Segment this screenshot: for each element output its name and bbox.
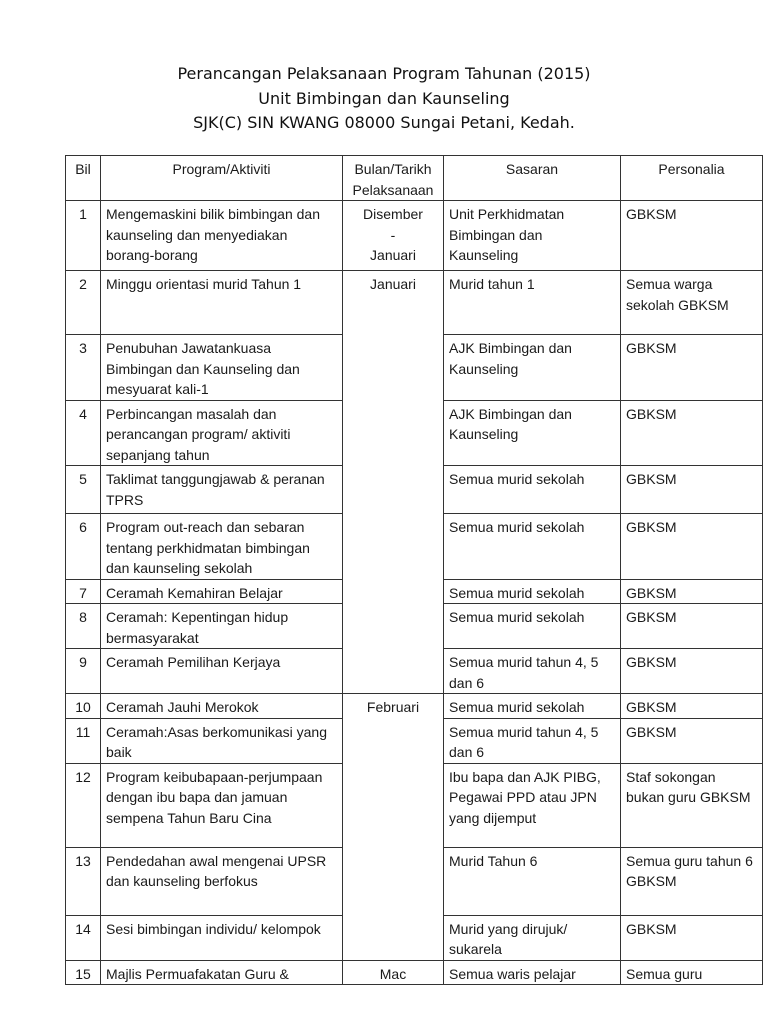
title-line-2: Unit Bimbingan dan Kaunseling	[258, 88, 510, 108]
row-bil: 14	[66, 915, 101, 960]
row-program: Minggu orientasi murid Tahun 1	[101, 271, 343, 335]
header-program: Program/Aktiviti	[101, 156, 343, 201]
row-bil: 5	[66, 466, 101, 514]
row-sasaran: Semua murid sekolah	[444, 579, 621, 604]
row-sasaran: Semua waris pelajar	[444, 960, 621, 985]
row-bil: 12	[66, 763, 101, 847]
row-personalia: Staf sokongan bukan guru GBKSM	[621, 763, 763, 847]
row-program: Ceramah:Asas berkomunikasi yang baik	[101, 718, 343, 763]
row-personalia: Semua guru tahun 6 GBKSM	[621, 847, 763, 915]
row-sasaran: Murid tahun 1	[444, 271, 621, 335]
table-row	[66, 694, 763, 719]
month-februari: Februari	[343, 694, 444, 961]
row-sasaran: Semua murid tahun 4, 5 dan 6	[444, 718, 621, 763]
row-sasaran: Semua murid sekolah	[444, 466, 621, 514]
row-sasaran: Ibu bapa dan AJK PIBG, Pegawai PPD atau JPN yang dijemput	[444, 763, 621, 847]
row-personalia: GBKSM	[621, 400, 763, 466]
header-bulan-line-2: Pelaksanaan	[352, 181, 434, 198]
row-bil: 11	[66, 718, 101, 763]
row-personalia: GBKSM	[621, 694, 763, 719]
row-sasaran: Murid yang dirujuk/ sukarela	[444, 915, 621, 960]
row-personalia: GBKSM	[621, 514, 763, 580]
header-sasaran: Sasaran	[444, 156, 621, 201]
month-mac: Mac	[343, 960, 444, 985]
row-personalia: GBKSM	[621, 649, 763, 694]
row-bil: 15	[66, 960, 101, 985]
row-program: Perbincangan masalah dan perancangan program/ aktiviti sepanjang tahun	[101, 400, 343, 466]
table-row	[66, 271, 763, 335]
title-line-3: SJK(C) SIN KWANG 08000 Sungai Petani, Kedah.	[193, 113, 575, 132]
month-line-2: -	[390, 226, 396, 243]
header-bulan-line-1: Bulan/Tarikh	[354, 161, 432, 177]
month-januari: Januari	[343, 271, 444, 694]
row-sasaran: Semua murid sekolah	[444, 514, 621, 580]
row-bil: 10	[66, 694, 101, 719]
row-personalia: GBKSM	[621, 579, 763, 604]
row-program: Ceramah Jauhi Merokok	[101, 694, 343, 719]
program-table	[65, 155, 763, 985]
row-program: Penubuhan Jawatankuasa Bimbingan dan Kaunseling dan mesyuarat kali-1	[101, 335, 343, 401]
table-row	[66, 201, 763, 271]
table-row	[66, 960, 763, 985]
row-program: Majlis Permuafakatan Guru &	[101, 960, 343, 985]
row-bil: 8	[66, 604, 101, 649]
row-bil: 4	[66, 400, 101, 466]
row-sasaran: Semua murid tahun 4, 5 dan 6	[444, 649, 621, 694]
row-program: Taklimat tanggungjawab & peranan TPRS	[101, 466, 343, 514]
row-program: Sesi bimbingan individu/ kelompok	[101, 915, 343, 960]
row-sasaran: Murid Tahun 6	[444, 847, 621, 915]
row-bil: 1	[66, 201, 101, 271]
row-sasaran: Semua murid sekolah	[444, 694, 621, 719]
month-line-1: Disember	[363, 206, 423, 222]
row-personalia: GBKSM	[621, 335, 763, 401]
row-program: Ceramah Kemahiran Belajar	[101, 579, 343, 604]
row-program: Ceramah Pemilihan Kerjaya	[101, 649, 343, 694]
document-title	[0, 62, 768, 136]
row-bil: 13	[66, 847, 101, 915]
row-personalia: GBKSM	[621, 466, 763, 514]
row-personalia: Semua warga sekolah GBKSM	[621, 271, 763, 335]
row-sasaran: Unit Perkhidmatan Bimbingan dan Kaunseling	[444, 201, 621, 271]
header-personalia: Personalia	[621, 156, 763, 201]
row-program: Mengemaskini bilik bimbingan dan kaunseling dan menyediakan borang-borang	[101, 201, 343, 271]
row-bil: 6	[66, 514, 101, 580]
header-bulan	[343, 156, 444, 201]
row-personalia: GBKSM	[621, 201, 763, 271]
row-personalia: GBKSM	[621, 718, 763, 763]
row-personalia: GBKSM	[621, 604, 763, 649]
month-line-3: Januari	[370, 247, 416, 263]
row-sasaran: AJK Bimbingan dan Kaunseling	[444, 335, 621, 401]
row-personalia: Semua guru	[621, 960, 763, 985]
table-header-row	[66, 156, 763, 201]
row-bil: 7	[66, 579, 101, 604]
row-sasaran: AJK Bimbingan dan Kaunseling	[444, 400, 621, 466]
row-sasaran: Semua murid sekolah	[444, 604, 621, 649]
row-program: Program keibubapaan-perjumpaan dengan ibu bapa dan jamuan sempena Tahun Baru Cina	[101, 763, 343, 847]
row-program: Pendedahan awal mengenai UPSR dan kaunseling berfokus	[101, 847, 343, 915]
header-bil: Bil	[66, 156, 101, 201]
row-program: Ceramah: Kepentingan hidup bermasyarakat	[101, 604, 343, 649]
row-bil: 3	[66, 335, 101, 401]
row-bil: 9	[66, 649, 101, 694]
row-bil: 2	[66, 271, 101, 335]
row-personalia: GBKSM	[621, 915, 763, 960]
row-program: Program out-reach dan sebaran tentang perkhidmatan bimbingan dan kaunseling sekolah	[101, 514, 343, 580]
row-bulan	[343, 201, 444, 271]
title-line-1: Perancangan Pelaksanaan Program Tahunan (2015)	[177, 64, 591, 83]
